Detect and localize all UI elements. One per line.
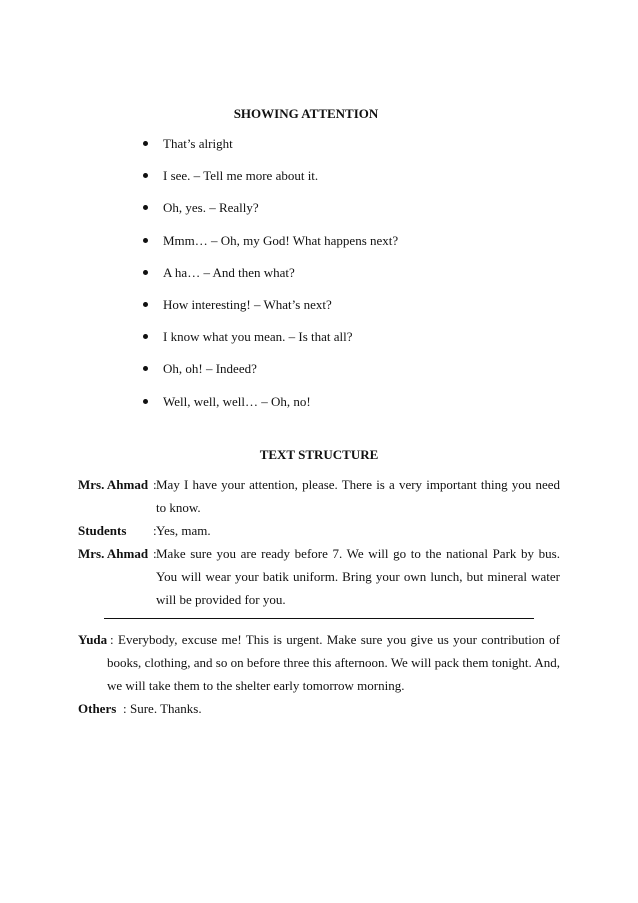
- speaker-name: Students: [78, 523, 127, 538]
- colon-separator: :: [153, 523, 157, 538]
- dialogue-text: Make sure you are ready before 7. We will go to the national Park by bus. You will wear your batik uniform. Bring your own lunch, but mineral water will be provided for you.: [156, 546, 560, 607]
- bullet-icon: [143, 334, 148, 339]
- dialogue-line: [78, 628, 560, 697]
- dialogue-text: Yes, mam.: [156, 523, 211, 538]
- section-title-text-structure: TEXT STRUCTURE: [259, 447, 379, 462]
- dialogue-text: Everybody, excuse me! This is urgent. Make sure you give us your contribution of books, clothing, and so on before three this afternoon. We will pack them tonight. And, we will take them to the shelter early tomorrow morning.: [107, 632, 560, 693]
- bullet-icon: [143, 238, 148, 243]
- bullet-icon: [143, 270, 148, 275]
- dialogue-text: Sure. Thanks.: [130, 701, 202, 716]
- bullet-icon: [143, 173, 148, 178]
- dialogue-text: May I have your attention, please. There is a very important thing you need to know.: [156, 477, 560, 515]
- dialogue-line: [78, 542, 560, 611]
- divider-line: [104, 618, 534, 619]
- expression-list: [143, 134, 398, 424]
- bullet-icon: [143, 399, 148, 404]
- bullet-icon: [143, 141, 148, 146]
- list-item: I know what you mean. – Is that all?: [143, 327, 398, 359]
- bullet-icon: [143, 366, 148, 371]
- colon-separator: :: [123, 701, 127, 716]
- list-item: Well, well, well… – Oh, no!: [143, 392, 398, 424]
- bullet-icon: [143, 302, 148, 307]
- list-item: A ha… – And then what?: [143, 263, 398, 295]
- list-item: Oh, yes. – Really?: [143, 198, 398, 230]
- speaker-name: Mrs. Ahmad: [78, 546, 149, 561]
- list-item: I see. – Tell me more about it.: [143, 166, 398, 198]
- list-item: How interesting! – What’s next?: [143, 295, 398, 327]
- list-item: Oh, oh! – Indeed?: [143, 359, 398, 391]
- speaker-name: Yuda: [78, 632, 108, 647]
- colon-separator: :: [153, 546, 157, 561]
- colon-separator: :: [153, 477, 157, 492]
- bullet-icon: [143, 205, 148, 210]
- dialogue-line: [78, 519, 560, 542]
- list-item: Mmm… – Oh, my God! What happens next?: [143, 231, 398, 263]
- dialogue-block-2: [78, 628, 560, 720]
- speaker-name: Others: [78, 701, 117, 716]
- list-item: That’s alright: [143, 134, 398, 166]
- section-title-showing-attention: SHOWING ATTENTION: [233, 106, 379, 121]
- dialogue-line: [78, 697, 560, 720]
- dialogue-line: [78, 473, 560, 519]
- dialogue-block-1: [78, 473, 560, 611]
- speaker-name: Mrs. Ahmad: [78, 477, 149, 492]
- colon-separator: :: [110, 632, 114, 647]
